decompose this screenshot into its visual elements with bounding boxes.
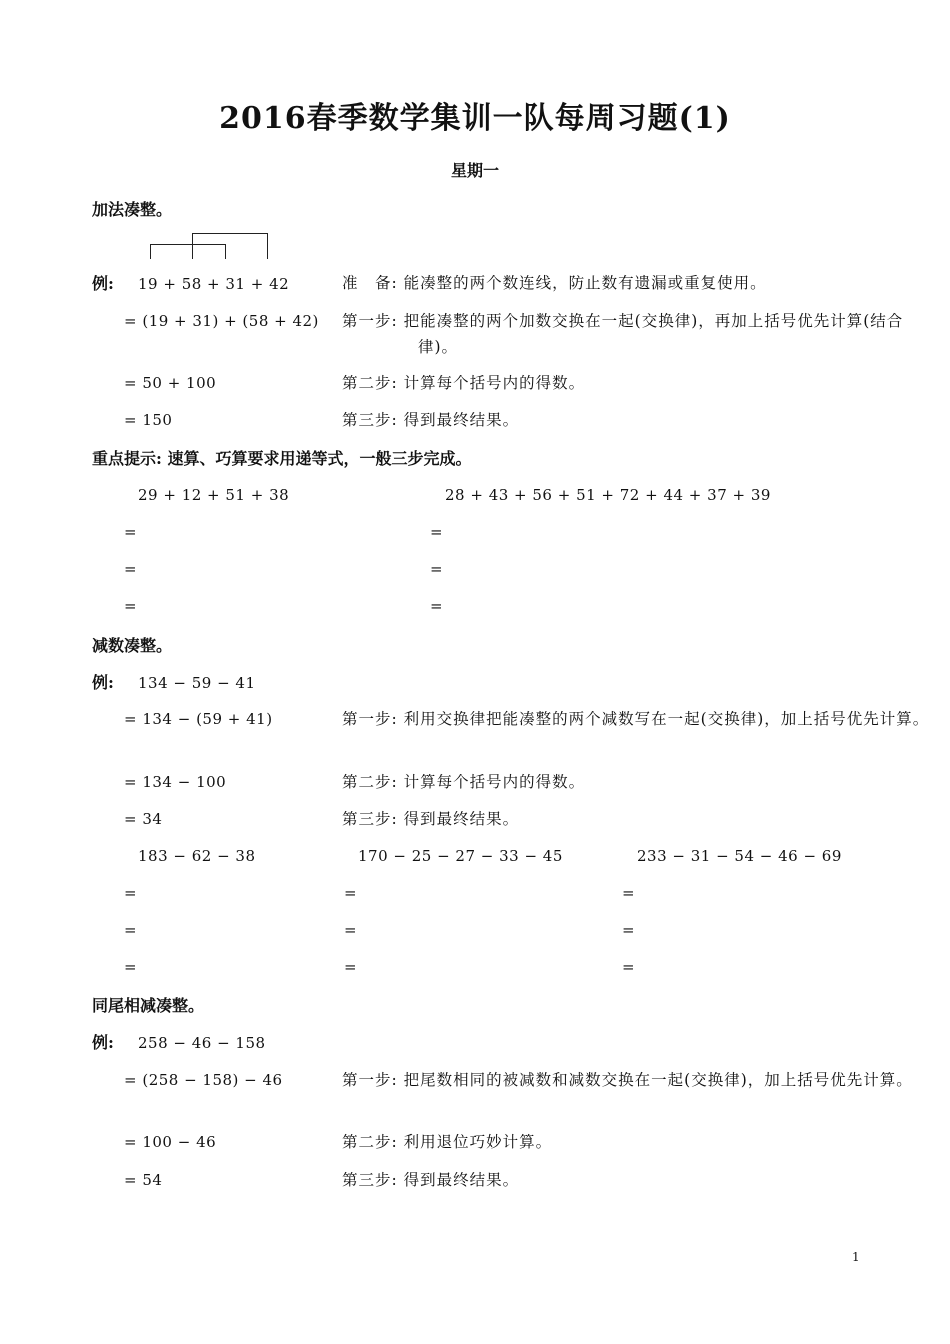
example-label: 例: (92, 673, 114, 692)
day-subtitle: 星期一 (450, 161, 499, 180)
example-label: 例: (92, 1033, 114, 1052)
step-note: 第二步: 计算每个括号内的得数。 (342, 374, 586, 392)
step-note: 第一步: 把能凑整的两个加数交换在一起(交换律)，再加上括号优先计算(结合律)。 (342, 312, 904, 356)
step-note: 第二步: 计算每个括号内的得数。 (342, 773, 586, 791)
answer-blank: = (622, 884, 636, 902)
answer-blank: = (430, 560, 444, 578)
exercise-problem: 29 + 12 + 51 + 38 (138, 486, 290, 504)
example-line: = (258 − 158) − 46 (124, 1071, 283, 1089)
exercise-problem: 28 + 43 + 56 + 51 + 72 + 44 + 37 + 39 (445, 486, 771, 504)
example-line: = 134 − 100 (124, 773, 227, 791)
key-point: 重点提示: 速算、巧算要求用递等式，一般三步完成。 (92, 449, 472, 468)
step-note: 第三步: 得到最终结果。 (342, 810, 520, 828)
page-number: 1 (852, 1250, 860, 1264)
step-note: 第三步: 得到最终结果。 (342, 411, 520, 429)
example-label: 例: (92, 274, 114, 293)
answer-blank: = (124, 597, 138, 615)
answer-blank: = (124, 921, 138, 939)
example-line: = 50 + 100 (124, 374, 217, 392)
example-line: = 54 (124, 1171, 163, 1189)
answer-blank: = (430, 597, 444, 615)
answer-blank: = (622, 921, 636, 939)
exercise-problem: 183 − 62 − 38 (138, 847, 256, 865)
section-heading-subtraction: 减数凑整。 (92, 636, 173, 655)
step-note: 第二步: 利用退位巧妙计算。 (342, 1133, 553, 1151)
page-title: 2016春季数学集训一队每周习题(1) (219, 101, 731, 136)
example-line: = (19 + 31) + (58 + 42) (124, 312, 319, 330)
example-line: 134 − 59 − 41 (138, 674, 256, 692)
example-line: = 150 (124, 411, 173, 429)
answer-blank: = (344, 921, 358, 939)
answer-blank: = (124, 884, 138, 902)
example-line: = 100 − 46 (124, 1133, 217, 1151)
exercise-problem: 170 − 25 − 27 − 33 − 45 (358, 847, 563, 865)
answer-blank: = (124, 523, 138, 541)
example-line: 19 + 58 + 31 + 42 (138, 275, 290, 293)
section-heading-same-tail: 同尾相减凑整。 (92, 996, 205, 1015)
step-note: 第一步: 把尾数相同的被减数和减数交换在一起(交换律)，加上括号优先计算。 (342, 1071, 913, 1089)
example-line: = 134 − (59 + 41) (124, 710, 273, 728)
answer-blank: = (622, 958, 636, 976)
answer-blank: = (124, 560, 138, 578)
answer-blank: = (124, 958, 138, 976)
answer-blank: = (430, 523, 444, 541)
answer-blank: = (344, 958, 358, 976)
pair-line-58-42 (192, 233, 268, 259)
answer-blank: = (344, 884, 358, 902)
step-note: 第一步: 利用交换律把能凑整的两个减数写在一起(交换律)，加上括号优先计算。 (342, 710, 930, 728)
step-note: 准 备: 能凑整的两个数连线，防止数有遗漏或重复使用。 (342, 274, 767, 292)
example-line: = 34 (124, 810, 163, 828)
exercise-problem: 233 − 31 − 54 − 46 − 69 (637, 847, 842, 865)
step-note: 第三步: 得到最终结果。 (342, 1171, 520, 1189)
example-line: 258 − 46 − 158 (138, 1034, 266, 1052)
section-heading-addition: 加法凑整。 (92, 200, 173, 219)
